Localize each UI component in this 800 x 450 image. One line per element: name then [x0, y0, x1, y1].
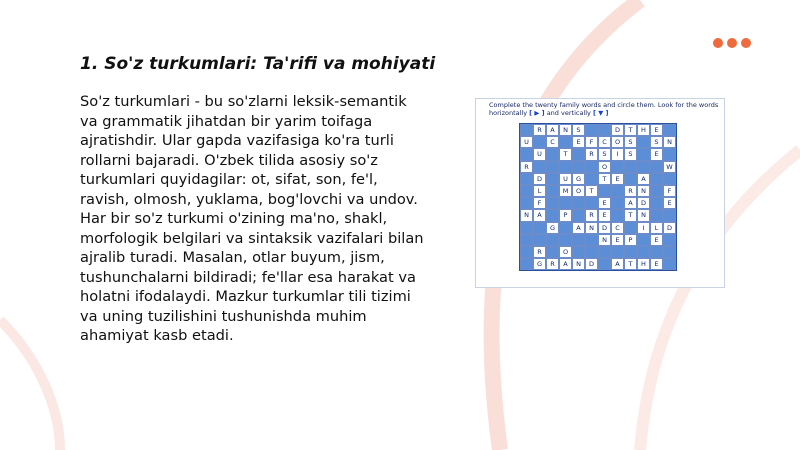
- grid-cell: A: [572, 222, 585, 234]
- three-dots-icon: [713, 38, 751, 48]
- grid-cell: I: [611, 148, 624, 160]
- slide-paragraph: So'z turkumlari - bu so'zlarni leksik-semantik va grammatik jihatdan bir yarim toifaga ajratishdir. Ular gapda vazifasiga ko'ra turli rollarni bajaradi. O'zbek tilida asosiy so'z turkumlari quyidagilar: ot, sifat, son, fe'l, ravish, olmosh, yuklama, bog'lovchi va undov. Har bir so'z turkumi o'zining ma'no, shakl, morfologik belgilari va sintaksik vazifalari bilan ajralib turadi. Masalan, otlar buyum, jism, tushunchalarni bildiradi; fe'llar esa harakat va holatni ifodalaydi. Mazkur turkumlar tili tizimi va uning tuzilishini tushunishda muhim ahamiyat kasb etadi.: [80, 93, 424, 344]
- grid-cell: [663, 258, 676, 270]
- grid-cell: E: [572, 136, 585, 148]
- grid-cell: [624, 246, 637, 258]
- grid-cell: O: [598, 161, 611, 173]
- grid-cell: G: [533, 258, 546, 270]
- grid-cell: [637, 246, 650, 258]
- grid-cell: [611, 161, 624, 173]
- grid-cell: [559, 161, 572, 173]
- grid-cell: [637, 234, 650, 246]
- grid-cell: F: [585, 136, 598, 148]
- grid-cell: [611, 197, 624, 209]
- grid-cell: [520, 222, 533, 234]
- grid-cell: [585, 173, 598, 185]
- grid-cell: O: [611, 136, 624, 148]
- grid-cell: D: [637, 197, 650, 209]
- grid-cell: [533, 222, 546, 234]
- grid-cell: E: [650, 258, 663, 270]
- grid-cell: O: [559, 246, 572, 258]
- grid-cell: [559, 136, 572, 148]
- grid-cell: [520, 173, 533, 185]
- grid-cell: [650, 197, 663, 209]
- grid-cell: [520, 185, 533, 197]
- grid-cell: [637, 161, 650, 173]
- grid-cell: R: [585, 148, 598, 160]
- word-search-grid: [519, 123, 677, 271]
- grid-cell: P: [624, 234, 637, 246]
- grid-cell: [533, 161, 546, 173]
- grid-cell: [572, 209, 585, 221]
- grid-cell: [598, 185, 611, 197]
- grid-cell: E: [650, 234, 663, 246]
- grid-cell: [663, 124, 676, 136]
- grid-cell: E: [611, 234, 624, 246]
- grid-cell: R: [533, 124, 546, 136]
- grid-cell: F: [533, 197, 546, 209]
- dot: [727, 38, 737, 48]
- grid-cell: A: [546, 124, 559, 136]
- grid-cell: A: [624, 197, 637, 209]
- grid-cell: S: [650, 136, 663, 148]
- grid-cell: [546, 161, 559, 173]
- grid-cell: E: [598, 209, 611, 221]
- grid-cell: [520, 246, 533, 258]
- grid-cell: [624, 173, 637, 185]
- grid-cell: [546, 209, 559, 221]
- grid-cell: D: [663, 222, 676, 234]
- grid-cell: A: [611, 258, 624, 270]
- grid-cell: [520, 234, 533, 246]
- slide-title: 1. So'z turkumlari: Ta'rifi va mohiyati: [80, 54, 436, 74]
- grid-cell: S: [572, 124, 585, 136]
- grid-cell: [663, 148, 676, 160]
- grid-cell: [663, 246, 676, 258]
- caption-text-1: Complete the twenty family words and circle them. Look for the words horizontally: [489, 101, 719, 117]
- grid-cell: G: [572, 173, 585, 185]
- grid-cell: D: [533, 173, 546, 185]
- grid-cell: R: [520, 161, 533, 173]
- grid-cell: F: [663, 185, 676, 197]
- grid-cell: [559, 197, 572, 209]
- grid-cell: [650, 173, 663, 185]
- grid-cell: [546, 148, 559, 160]
- grid-cell: R: [624, 185, 637, 197]
- grid-cell: N: [572, 258, 585, 270]
- grid-cell: A: [637, 173, 650, 185]
- grid-cell: [572, 246, 585, 258]
- grid-cell: [637, 136, 650, 148]
- grid-cell: [585, 161, 598, 173]
- grid-cell: [546, 234, 559, 246]
- grid-cell: [546, 197, 559, 209]
- grid-cell: [650, 185, 663, 197]
- grid-cell: N: [663, 136, 676, 148]
- grid-cell: [559, 234, 572, 246]
- grid-cell: E: [611, 173, 624, 185]
- grid-cell: E: [663, 197, 676, 209]
- grid-cell: [572, 234, 585, 246]
- dot: [713, 38, 723, 48]
- grid-cell: H: [637, 258, 650, 270]
- grid-cell: N: [637, 185, 650, 197]
- grid-cell: [598, 246, 611, 258]
- grid-cell: G: [546, 222, 559, 234]
- grid-cell: U: [520, 136, 533, 148]
- grid-cell: D: [611, 124, 624, 136]
- grid-cell: [650, 161, 663, 173]
- grid-cell: H: [637, 124, 650, 136]
- horizontal-arrow-icon: [ ▶ ]: [529, 109, 545, 117]
- word-search-figure: [475, 98, 725, 288]
- grid-cell: T: [585, 185, 598, 197]
- grid-cell: [611, 209, 624, 221]
- dot: [741, 38, 751, 48]
- grid-cell: I: [637, 222, 650, 234]
- grid-cell: [650, 246, 663, 258]
- grid-cell: [598, 258, 611, 270]
- grid-cell: T: [624, 209, 637, 221]
- grid-cell: [585, 124, 598, 136]
- grid-cell: N: [520, 209, 533, 221]
- grid-cell: P: [559, 209, 572, 221]
- grid-cell: T: [624, 124, 637, 136]
- grid-cell: N: [598, 234, 611, 246]
- grid-cell: L: [650, 222, 663, 234]
- grid-cell: S: [624, 148, 637, 160]
- grid-cell: S: [598, 148, 611, 160]
- grid-cell: U: [533, 148, 546, 160]
- grid-cell: [572, 161, 585, 173]
- grid-cell: [546, 173, 559, 185]
- grid-cell: L: [533, 185, 546, 197]
- grid-cell: [520, 148, 533, 160]
- grid-cell: R: [546, 258, 559, 270]
- grid-cell: A: [533, 209, 546, 221]
- grid-cell: [572, 148, 585, 160]
- grid-cell: [611, 246, 624, 258]
- grid-cell: E: [650, 148, 663, 160]
- grid-cell: [559, 222, 572, 234]
- grid-cell: D: [585, 258, 598, 270]
- grid-cell: [663, 209, 676, 221]
- grid-cell: R: [585, 209, 598, 221]
- grid-cell: C: [546, 136, 559, 148]
- grid-cell: T: [624, 258, 637, 270]
- grid-cell: [624, 222, 637, 234]
- grid-cell: [598, 124, 611, 136]
- grid-cell: [533, 136, 546, 148]
- grid-cell: N: [637, 209, 650, 221]
- grid-cell: [611, 185, 624, 197]
- grid-cell: [585, 197, 598, 209]
- grid-cell: [624, 161, 637, 173]
- grid-cell: W: [663, 161, 676, 173]
- grid-cell: [546, 185, 559, 197]
- caption-text-2: and vertically: [546, 109, 591, 117]
- figure-caption: [489, 101, 721, 117]
- grid-cell: T: [559, 148, 572, 160]
- grid-cell: C: [598, 136, 611, 148]
- grid-cell: E: [598, 197, 611, 209]
- grid-cell: [663, 234, 676, 246]
- grid-cell: [520, 124, 533, 136]
- grid-cell: N: [559, 124, 572, 136]
- grid-cell: E: [650, 124, 663, 136]
- grid-cell: O: [572, 185, 585, 197]
- grid-cell: [520, 258, 533, 270]
- grid-cell: [520, 197, 533, 209]
- grid-cell: N: [585, 222, 598, 234]
- grid-cell: [637, 148, 650, 160]
- grid-cell: [585, 246, 598, 258]
- grid-cell: D: [598, 222, 611, 234]
- grid-cell: S: [624, 136, 637, 148]
- grid-cell: A: [559, 258, 572, 270]
- grid-cell: [663, 173, 676, 185]
- grid-cell: U: [559, 173, 572, 185]
- grid-cell: [650, 209, 663, 221]
- grid-cell: [533, 234, 546, 246]
- grid-cell: [546, 246, 559, 258]
- grid-cell: [585, 234, 598, 246]
- grid-cell: T: [598, 173, 611, 185]
- grid-cell: C: [611, 222, 624, 234]
- grid-cell: M: [559, 185, 572, 197]
- vertical-arrow-icon: [ ▼ ]: [592, 109, 609, 117]
- grid-cell: R: [533, 246, 546, 258]
- grid-cell: [572, 197, 585, 209]
